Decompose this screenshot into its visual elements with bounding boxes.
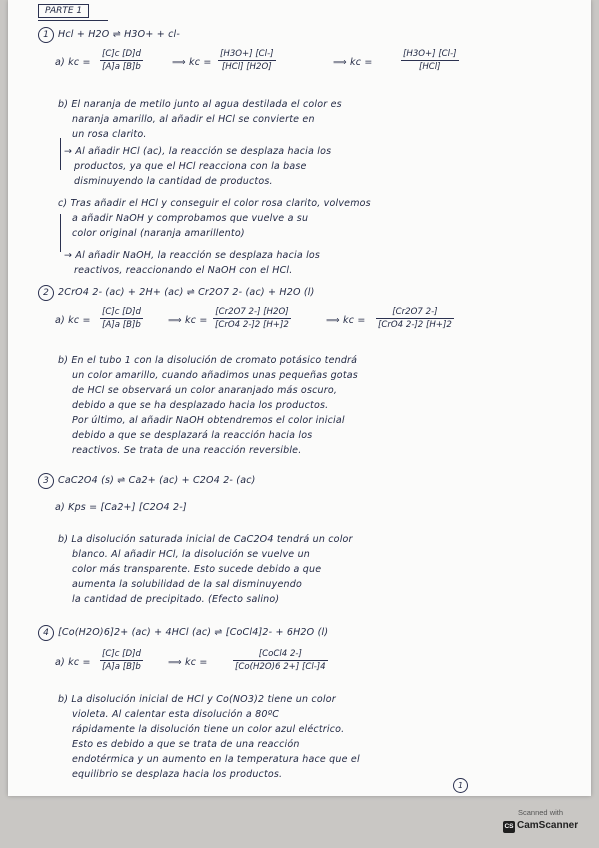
fraction-numerator: [H3O+] [Cl-] xyxy=(403,49,457,59)
fraction-numerator: [C]c [D]d xyxy=(102,307,141,317)
section-4-equation: [Co(H2O)6]2+ (ac) + 4HCl (ac) ⇌ [CoCl4]2- + 6H2O (l) xyxy=(58,627,329,638)
fraction-numerator: [CoCl4 2-] xyxy=(233,648,328,661)
s2-kc-fraction-2 xyxy=(213,306,291,331)
s1-b-arrow-line: productos, ya que el HCl reacciona con la base xyxy=(74,161,307,172)
camscanner-watermark xyxy=(500,808,590,844)
implies-kc: ⟹ kc = xyxy=(333,57,373,68)
s4-kc-prefix: a) kc = xyxy=(55,657,91,668)
s2-kc-prefix: a) kc = xyxy=(55,315,91,326)
s1-b-line: naranja amarillo, al añadir el HCl se convierte en xyxy=(72,114,315,125)
s2-b-line: debido a que se desplazará la reacción hacia los xyxy=(72,430,313,441)
s2-kc-fraction-general xyxy=(100,306,143,331)
s4-kc-fraction-general xyxy=(100,648,143,673)
s1-c-arrow-line: reactivos, reaccionando el NaOH con el HCl. xyxy=(74,265,293,276)
section-2-number: 2 xyxy=(38,285,54,301)
s3-b-line: blanco. Al añadir HCl, la disolución se vuelve un xyxy=(72,549,311,560)
s4-b-line: rápidamente la disolución tiene un color azul eléctrico. xyxy=(72,724,345,735)
s2-b-line: debido a que se ha desplazado hacia los productos. xyxy=(72,400,329,411)
fraction-denominator: [A]a [B]b xyxy=(102,320,141,330)
fraction-numerator: [H3O+] [Cl-] xyxy=(220,49,274,59)
camscanner-brand: CamScanner xyxy=(517,820,579,831)
page-title: PARTE 1 xyxy=(38,4,89,18)
section-1-number: 1 xyxy=(38,27,54,43)
section-3-equation: CaC2O4 (s) ⇌ Ca2+ (ac) + C2O4 2- (ac) xyxy=(58,475,256,486)
fraction-numerator: [Cr2O7 2-] xyxy=(376,306,454,319)
s3-b-line: b) La disolución saturada inicial de CaC2O4 tendrá un color xyxy=(58,534,353,545)
fraction-denominator: [Co(H2O)6 2+] [Cl-]4 xyxy=(235,662,326,672)
s1-b-arrow-line: → Al añadir HCl (ac), la reacción se desplaza hacia los xyxy=(64,146,332,157)
s1-kc-prefix: a) kc = xyxy=(55,57,91,68)
s1-c-line: c) Tras añadir el HCl y conseguir el color rosa clarito, volvemos xyxy=(58,198,371,209)
s2-b-line: de HCl se observará un color anaranjado más oscuro, xyxy=(72,385,338,396)
scanned-with-label: Scanned with xyxy=(518,808,564,817)
fraction-numerator: [C]c [D]d xyxy=(102,49,141,59)
s3-b-line: aumenta la solubilidad de la sal disminuyendo xyxy=(72,579,302,590)
section-3-number: 3 xyxy=(38,473,54,489)
s1-c-line: color original (naranja amarillento) xyxy=(72,228,245,239)
fraction-denominator: [A]a [B]b xyxy=(102,662,141,672)
s1-b-line: b) El naranja de metilo junto al agua destilada el color es xyxy=(58,99,342,110)
fraction-denominator: [CrO4 2-]2 [H+]2 xyxy=(215,320,289,330)
s1-b-line: un rosa clarito. xyxy=(72,129,147,140)
page-number: 1 xyxy=(453,778,468,793)
section-4-number: 4 xyxy=(38,625,54,641)
s2-kc-fraction-3 xyxy=(376,306,454,331)
s2-b-line: reactivos. Se trata de una reacción reversible. xyxy=(72,445,302,456)
s1-kc-fraction-3 xyxy=(401,48,459,73)
s4-b-line: violeta. Al calentar esta disolución a 80ºC xyxy=(72,709,280,720)
fraction-numerator: [C]c [D]d xyxy=(102,649,141,659)
s2-b-line: b) En el tubo 1 con la disolución de cromato potásico tendrá xyxy=(58,355,358,366)
s3-a-line: a) Kps = [Ca2+] [C2O4 2-] xyxy=(55,502,187,513)
s4-kc-fraction-2 xyxy=(233,648,328,673)
s4-b-line: b) La disolución inicial de HCl y Co(NO3)2 tiene un color xyxy=(58,694,336,705)
implies-kc: ⟹ kc = xyxy=(172,57,212,68)
s3-b-line: color más transparente. Esto sucede debido a que xyxy=(72,564,322,575)
s1-b-arrow-line: disminuyendo la cantidad de productos. xyxy=(74,176,273,187)
fraction-denominator: [HCl] xyxy=(418,62,441,72)
implies-kc: ⟹ kc = xyxy=(168,315,208,326)
camscanner-logo-icon: CS xyxy=(503,821,515,833)
s1-kc-fraction-2 xyxy=(218,48,276,73)
s1-c-line: a añadir NaOH y comprobamos que vuelve a su xyxy=(72,213,309,224)
s1-c-arrow-bracket xyxy=(60,214,61,252)
section-1-equation: Hcl + H2O ⇌ H3O+ + cl- xyxy=(58,29,180,40)
section-2-equation: 2CrO4 2- (ac) + 2H+ (ac) ⇌ Cr2O7 2- (ac) + H2O (l) xyxy=(58,287,315,298)
fraction-denominator: [HCl] [H2O] xyxy=(221,62,272,72)
s1-kc-fraction-general xyxy=(100,48,143,73)
s2-b-line: un color amarillo, cuando añadimos unas pequeñas gotas xyxy=(72,370,358,381)
s3-b-line: la cantidad de precipitado. (Efecto salino) xyxy=(72,594,280,605)
s1-b-arrow-bracket xyxy=(60,138,61,170)
fraction-denominator: [A]a [B]b xyxy=(102,62,141,72)
implies-kc: ⟹ kc = xyxy=(326,315,366,326)
s4-b-line: Esto es debido a que se trata de una reacción xyxy=(72,739,300,750)
s2-b-line: Por último, al añadir NaOH obtendremos el color inicial xyxy=(72,415,345,426)
implies-kc: ⟹ kc = xyxy=(168,657,208,668)
s1-c-arrow-line: → Al añadir NaOH, la reacción se desplaza hacia los xyxy=(64,250,321,261)
scanned-page xyxy=(8,0,591,796)
fraction-numerator: [Cr2O7 2-] [H2O] xyxy=(213,306,291,319)
s4-b-line: equilibrio se desplaza hacia los productos. xyxy=(72,769,283,780)
s4-b-line: endotérmica y un aumento en la temperatura hace que el xyxy=(72,754,360,765)
fraction-denominator: [CrO4 2-]2 [H+]2 xyxy=(378,320,452,330)
title-underline xyxy=(38,20,108,21)
